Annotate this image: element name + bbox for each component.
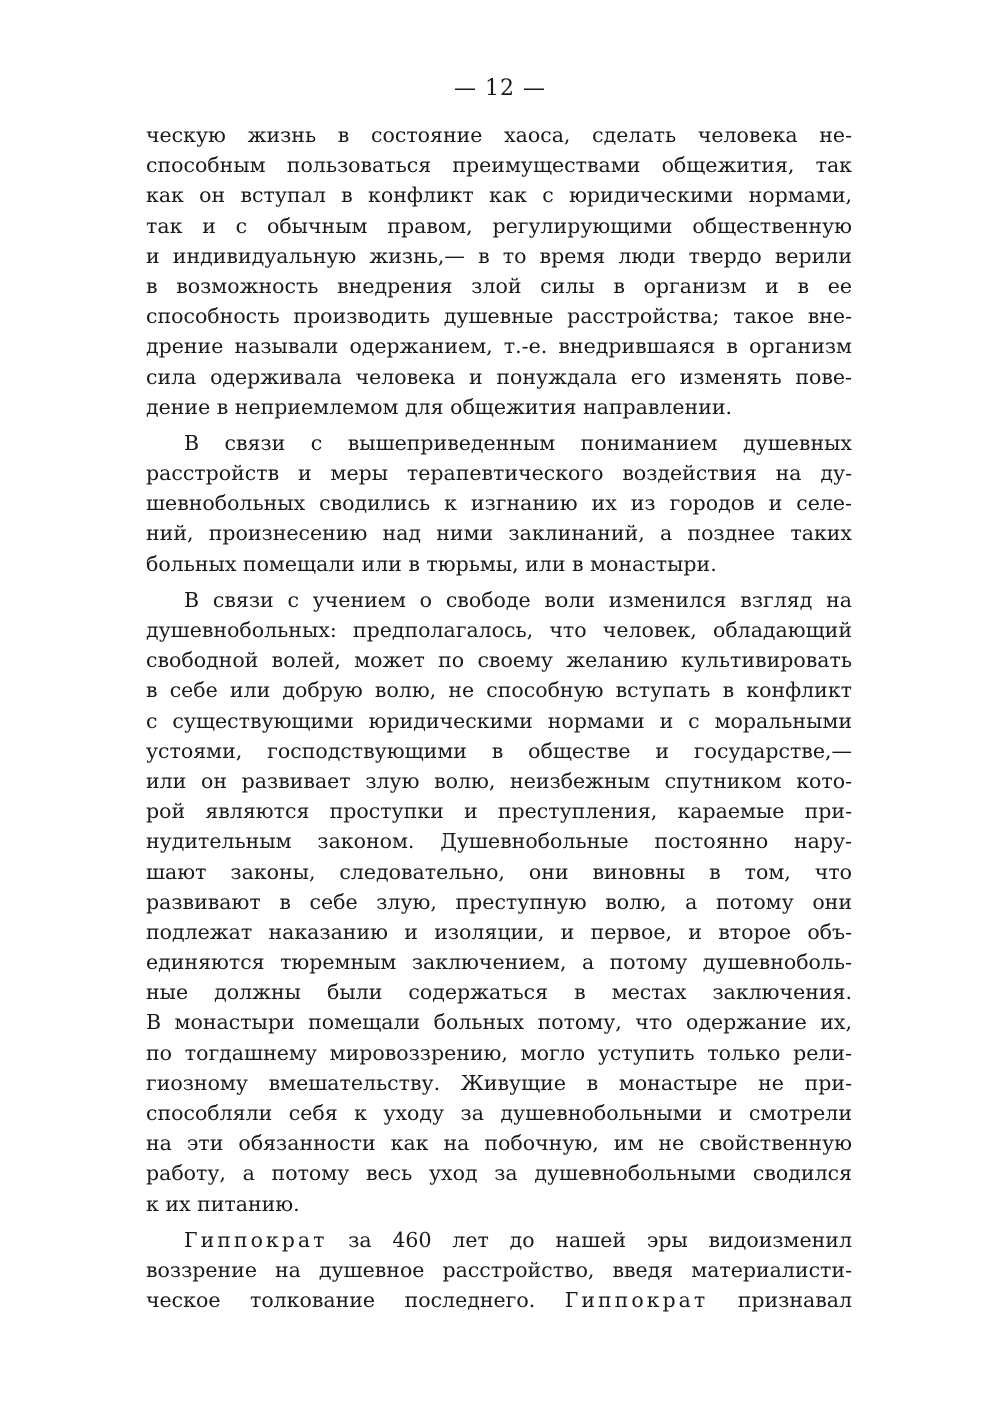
emphasized-name: Гиппократ xyxy=(564,1288,709,1313)
text-line: или он развивает злую волю, неизбежным спутником кото- xyxy=(146,768,852,793)
paragraph-4 xyxy=(146,1225,852,1316)
text-line: способность производить душевные расстройства; такое вне- xyxy=(146,304,852,329)
text-line: нудительным законом. Душевнобольные постоянно нару- xyxy=(146,829,852,854)
text-line: с существующими юридическими нормами и с моральными xyxy=(146,708,852,733)
text-line: как он вступал в конфликт как с юридическими нормами, xyxy=(146,183,852,208)
text-line: гиозному вмешательству. Живущие в монастыре не при- xyxy=(146,1070,852,1095)
text-span: за 460 лет до нашей эры видоизменил xyxy=(327,1227,852,1252)
emphasized-name: Гиппократ xyxy=(184,1227,328,1252)
text-line: на эти обязанности как на побочную, им не свойственную xyxy=(146,1131,852,1156)
text-line xyxy=(146,1225,852,1255)
text-line: расстройств и меры терапевтического воздействия на ду- xyxy=(146,461,852,486)
text-line: В монастыри помещали больных потому, что одержание их, xyxy=(146,1010,852,1035)
text-line: шевнобольных сводились к изгнанию их из городов и селе- xyxy=(146,491,852,516)
text-line: работу, а потому весь уход за душевнобольными сводился xyxy=(146,1161,852,1186)
text-span: воззрение на душевное расстройство, введя материалисти- xyxy=(146,1257,852,1282)
page-number: — 12 — xyxy=(454,76,546,101)
text-line: к их питанию. xyxy=(146,1191,300,1216)
text-line: способным пользоваться преимуществами общежития, так xyxy=(146,153,852,178)
text-line: В связи с учением о свободе воли изменился взгляд на xyxy=(184,587,852,612)
text-line: так и с обычным правом, регулирующими общественную xyxy=(146,213,852,238)
body-text xyxy=(146,120,852,1315)
text-line: подлежат наказанию и изоляции, и первое, и второе объ- xyxy=(146,919,852,944)
text-line: единяются тюремным заключением, а потому душевноболь- xyxy=(146,950,852,975)
text-line: душевнобольных: предполагалось, что человек, обладающий xyxy=(146,618,852,642)
text-line: шают законы, следовательно, они виновны в том, что xyxy=(146,859,852,884)
text-line: развивают в себе злую, преступную волю, а потому они xyxy=(146,889,852,914)
text-line: и индивидуальную жизнь,— в то время люди твердо верили xyxy=(146,243,852,268)
text-line: ческую жизнь в состояние хаоса, сделать человека не- xyxy=(146,123,852,147)
text-line: свободной волей, может по своему желанию культивировать xyxy=(146,648,852,673)
text-line: устоями, господствующими в обществе и государстве,— xyxy=(146,738,852,763)
text-line xyxy=(146,1255,852,1285)
text-line: дение в неприемлемом для общежития направлении. xyxy=(146,394,733,419)
text-line: дрение называли одержанием, т.-е. внедрившаяся в организм xyxy=(146,334,852,359)
text-line: сила одерживала человека и понуждала его изменять пове- xyxy=(146,364,852,389)
text-line: ний, произнесению над ними заклинаний, а позднее таких xyxy=(146,521,852,546)
text-line: способляли себя к уходу за душевнобольными и смотрели xyxy=(146,1101,852,1125)
text-span: признавал xyxy=(708,1288,852,1313)
text-line: в себе или добрую волю, не способную вступать в конфликт xyxy=(146,678,852,703)
text-line: в возможность внедрения злой силы в организм и в ее xyxy=(146,273,852,298)
text-line: по тогдашнему мировоззрению, могло уступить только рели- xyxy=(146,1040,852,1065)
paragraph-2 xyxy=(146,428,852,579)
paragraph-3 xyxy=(146,585,852,1219)
text-line: рой являются проступки и преступления, караемые при- xyxy=(146,799,852,824)
paragraph-1 xyxy=(146,120,852,422)
text-span: ческое толкование последнего. xyxy=(146,1288,565,1313)
text-line: В связи с вышеприведенным пониманием душевных xyxy=(184,430,852,455)
text-line: ные должны были содержаться в местах заключения. xyxy=(146,980,852,1005)
text-line: больных помещали или в тюрьмы, или в монастыри. xyxy=(146,551,717,576)
text-line xyxy=(146,1285,852,1315)
